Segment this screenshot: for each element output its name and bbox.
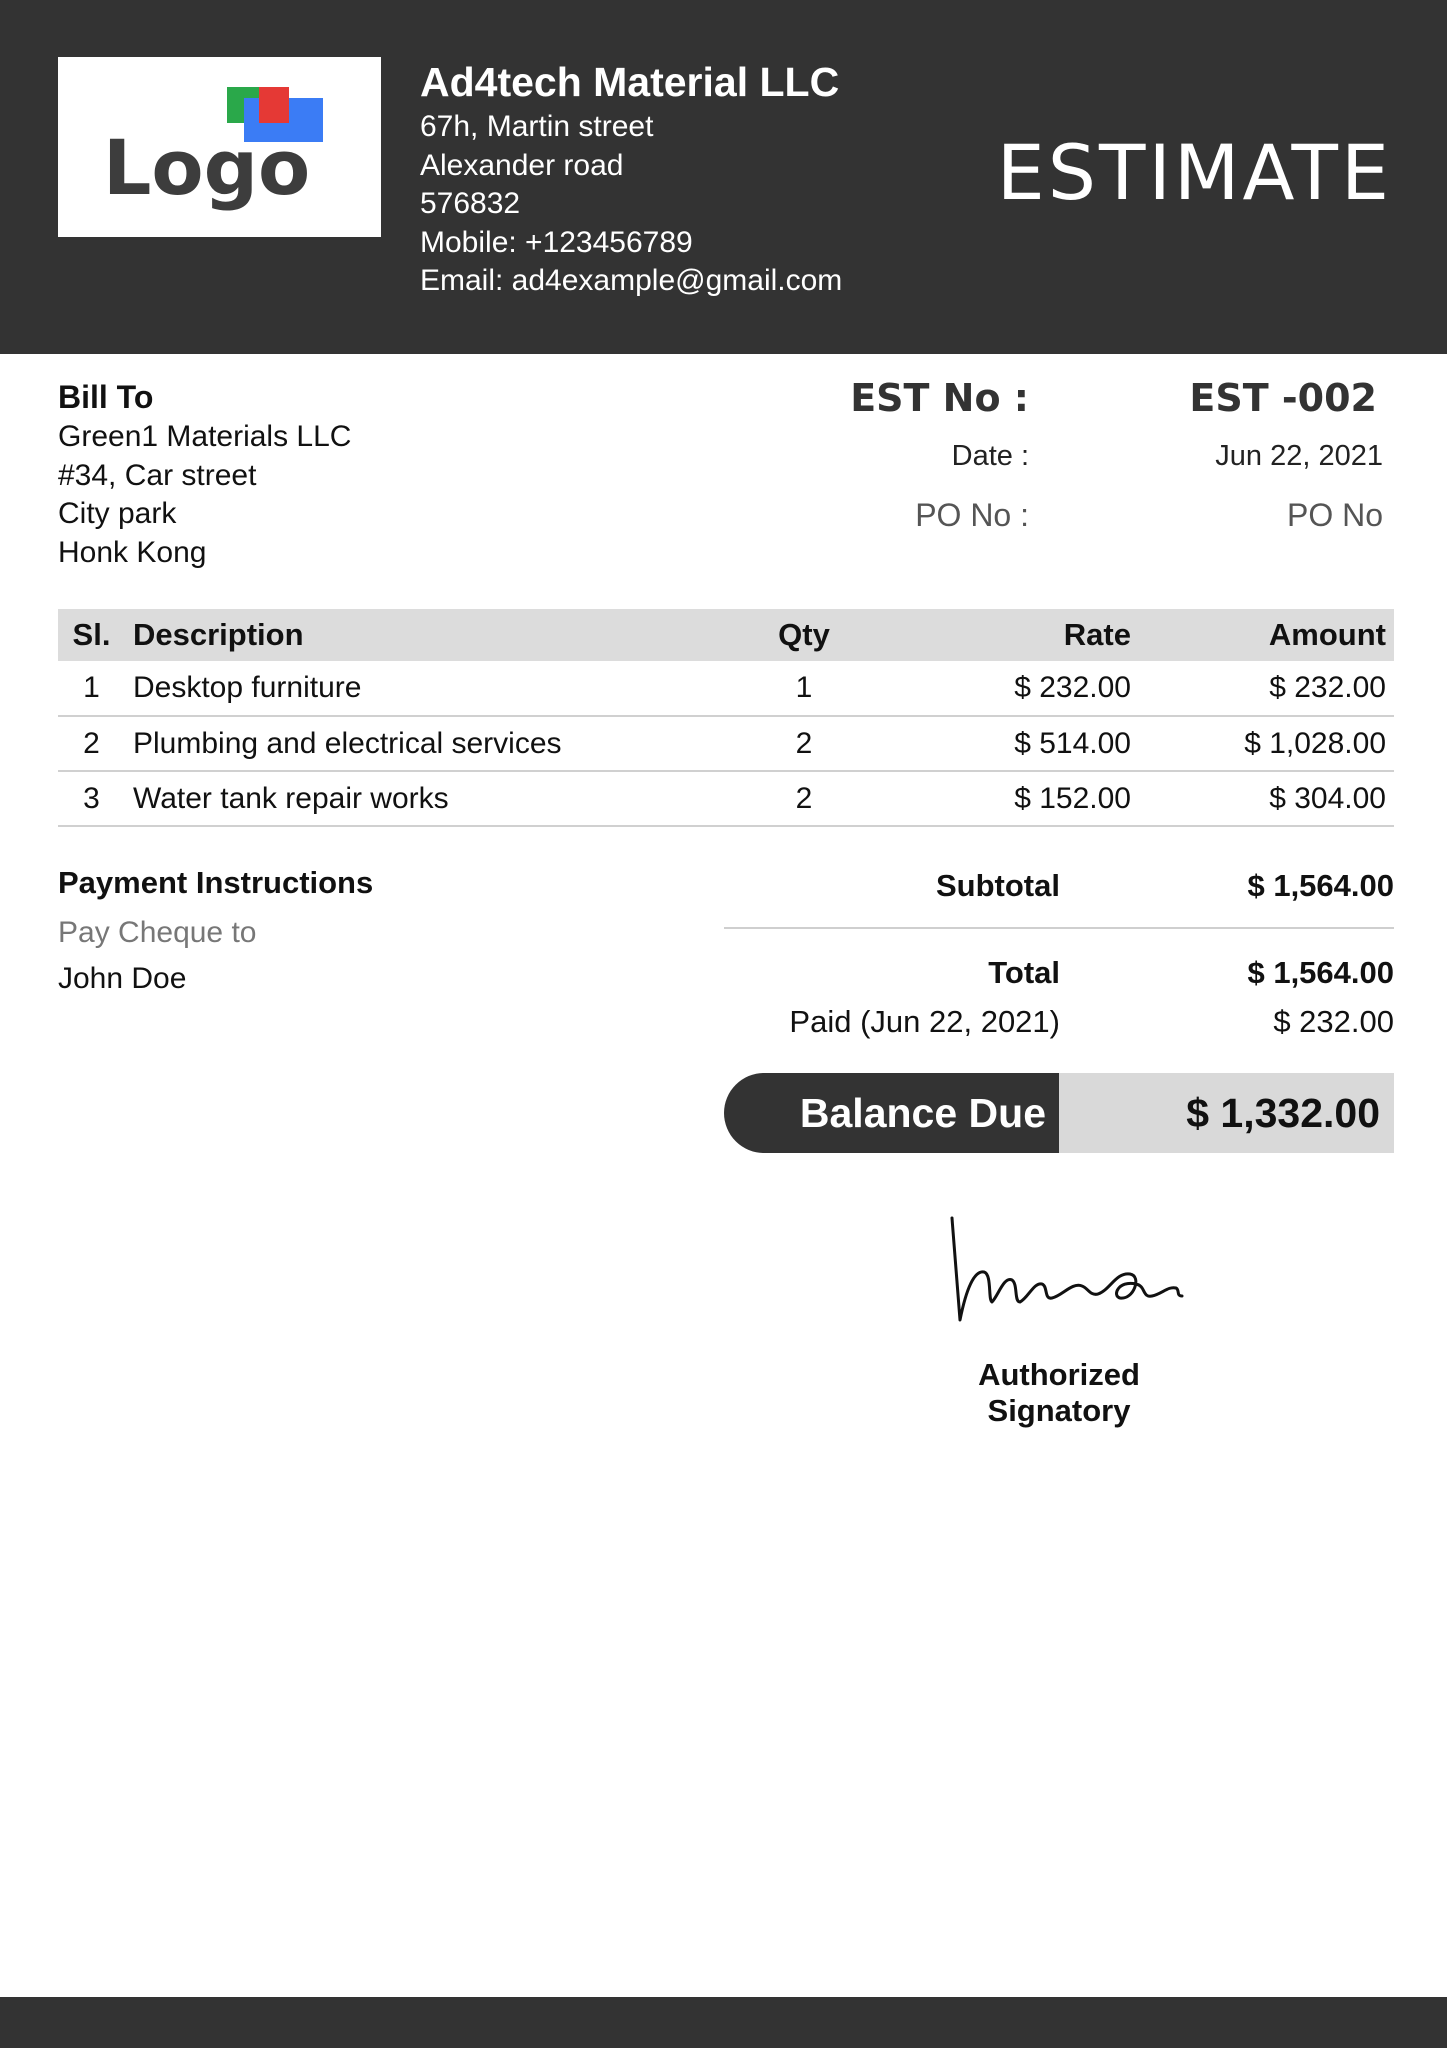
footer-band	[0, 1997, 1447, 2048]
cell-rate: $ 232.00	[875, 661, 1139, 716]
est-number-value: EST -002	[1189, 376, 1377, 420]
company-mobile: Mobile: +123456789	[420, 225, 693, 259]
po-number-label: PO No :	[915, 497, 1029, 533]
total-label: Total	[988, 955, 1060, 990]
date-label: Date :	[951, 440, 1029, 472]
company-name: Ad4tech Material LLC	[420, 59, 840, 105]
po-number-value: PO No	[1286, 497, 1383, 533]
bill-to-title: Bill To	[58, 379, 154, 415]
cell-description: Water tank repair works	[125, 771, 733, 826]
paid-value: $ 232.00	[1273, 1004, 1394, 1039]
company-address-line: Alexander road	[420, 148, 624, 182]
date-value: Jun 22, 2021	[1215, 440, 1383, 472]
company-address-line: 576832	[420, 187, 521, 220]
cell-description: Plumbing and electrical services	[125, 716, 733, 771]
authorized-signatory-caption: Authorized Signatory	[978, 1357, 1140, 1428]
cell-amount: $ 304.00	[1139, 771, 1394, 826]
line-items-table	[58, 609, 1394, 827]
balance-due-value: $ 1,332.00	[1186, 1090, 1380, 1136]
cell-amount: $ 1,028.00	[1139, 716, 1394, 771]
balance-due-box	[724, 1073, 1394, 1153]
cell-sl: 2	[58, 716, 125, 771]
payment-instructions	[58, 862, 373, 1002]
logo-icon	[58, 57, 381, 237]
bill-to-line: City park	[58, 497, 177, 530]
payee-name: John Doe	[58, 962, 187, 995]
balance-due-label: Balance Due	[799, 1090, 1046, 1136]
table-header-row	[58, 609, 1394, 661]
totals-divider	[724, 927, 1394, 929]
company-address-line: 67h, Martin street	[420, 110, 654, 143]
cell-rate: $ 514.00	[875, 716, 1139, 771]
table-row	[58, 716, 1394, 771]
company-email: Email: ad4example@gmail.com	[420, 264, 843, 297]
payment-title: Payment Instructions	[58, 865, 374, 900]
total-value: $ 1,564.00	[1247, 955, 1394, 990]
column-header-description: Description	[125, 609, 733, 661]
cell-qty: 1	[733, 661, 875, 716]
table-row	[58, 771, 1394, 826]
bill-to-line: Green1 Materials LLC	[58, 420, 352, 453]
cell-qty: 2	[733, 716, 875, 771]
cell-sl: 1	[58, 661, 125, 716]
est-number-label: EST No :	[850, 376, 1029, 420]
cell-rate: $ 152.00	[875, 771, 1139, 826]
subtotal-label: Subtotal	[936, 868, 1060, 903]
document-title: ESTIMATE	[996, 128, 1392, 217]
subtotal-value: $ 1,564.00	[1247, 868, 1394, 903]
cell-description: Desktop furniture	[125, 661, 733, 716]
column-header-sl: Sl.	[58, 609, 125, 661]
balance-due-label-bg	[724, 1073, 1059, 1153]
header-band	[0, 0, 1447, 354]
signature-icon	[940, 1210, 1220, 1330]
cell-qty: 2	[733, 771, 875, 826]
table-row	[58, 661, 1394, 716]
logo-text: Logo	[103, 123, 311, 212]
column-header-amount: Amount	[1139, 609, 1394, 661]
paid-label: Paid (Jun 22, 2021)	[789, 1004, 1060, 1039]
balance-due-value-bg	[1059, 1073, 1394, 1153]
bill-to-line: Honk Kong	[58, 535, 207, 569]
bill-to-line: #34, Car street	[58, 458, 257, 492]
cell-sl: 3	[58, 771, 125, 826]
cell-amount: $ 232.00	[1139, 661, 1394, 716]
column-header-qty: Qty	[733, 609, 875, 661]
bill-to-section	[58, 376, 351, 572]
payment-subtitle: Pay Cheque to	[58, 916, 257, 949]
company-info	[420, 56, 842, 301]
company-logo	[58, 57, 381, 237]
column-header-rate: Rate	[875, 609, 1139, 661]
